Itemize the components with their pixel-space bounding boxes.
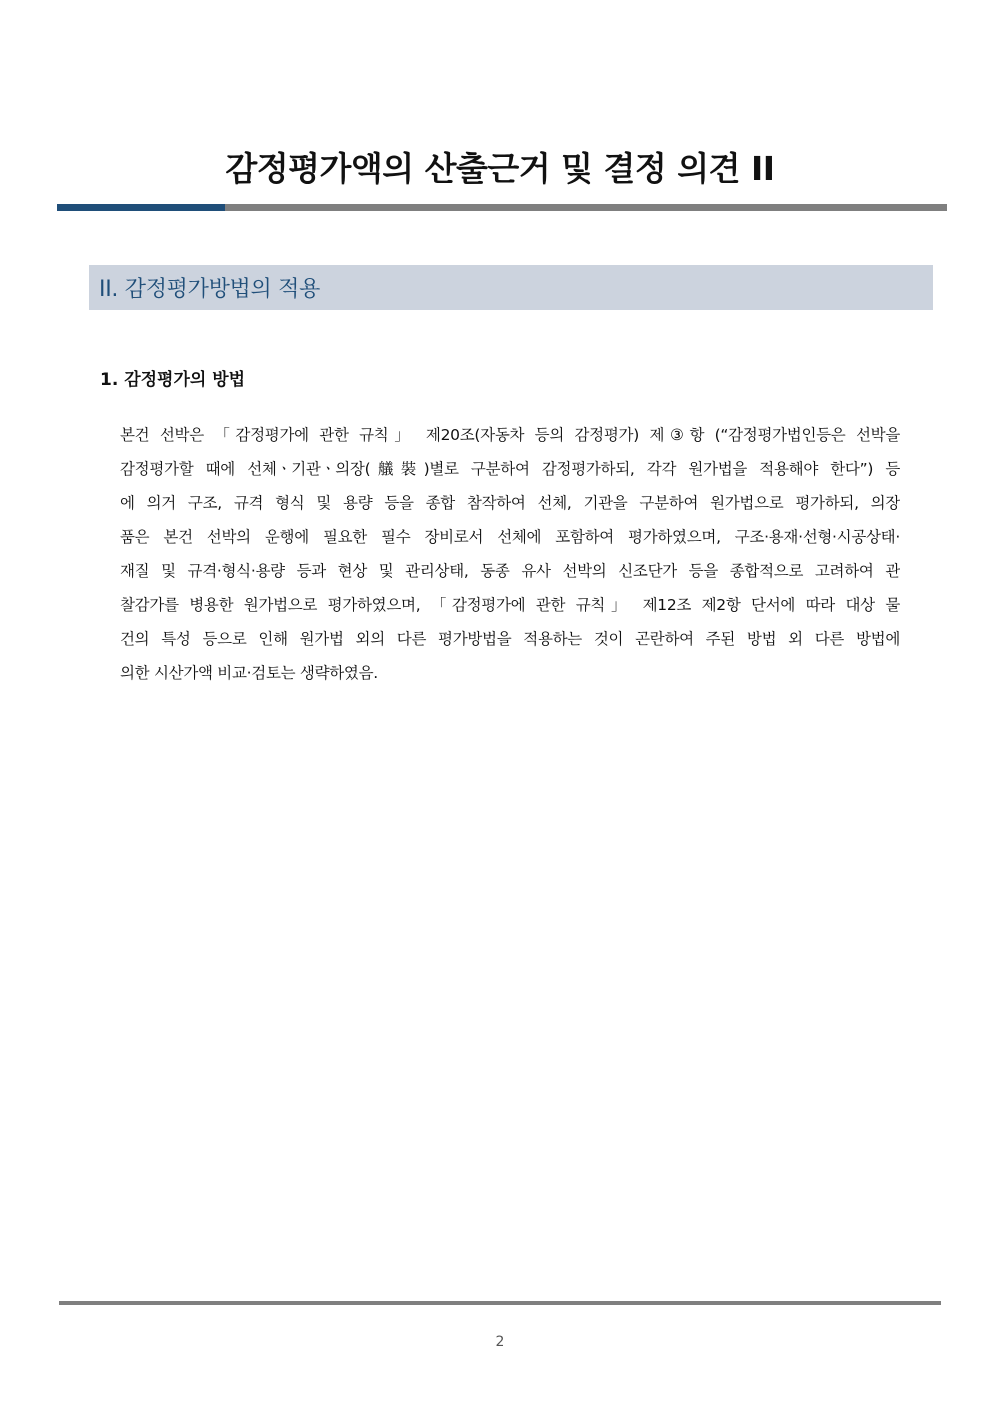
body-line: 의한 시산가액 비교·검토는 생략하였음.: [120, 664, 378, 682]
page-number: 2: [495, 1334, 505, 1350]
title-rule-accent: [57, 204, 225, 211]
body-line: 감정평가할 때에 선체ㆍ기관ㆍ의장(艤裝)별로 구분하여 감정평가하되, 각각 원가법을 적용해야 한다”) 등: [120, 460, 900, 478]
body-line: 에 의거 구조, 규격 형식 및 용량 등을 종합 참작하여 선체, 기관을 구분하여 원가법으로 평가하되, 의장: [120, 494, 900, 512]
section-heading: II. 감정평가방법의 적용: [99, 277, 321, 302]
subsection-heading: 1. 감정평가의 방법: [100, 370, 246, 390]
section-banner: [89, 265, 933, 310]
body-line: 찰감가를 병용한 원가법으로 평가하였으며, 「감정평가에 관한 규칙」 제12조 제2항 단서에 따라 대상 물: [120, 596, 900, 614]
body-line: 건의 특성 등으로 인해 원가법 외의 다른 평가방법을 적용하는 것이 곤란하여 주된 방법 외 다른 방법에: [120, 630, 900, 648]
body-paragraph: [120, 418, 900, 690]
body-line: 품은 본건 선박의 운행에 필요한 필수 장비로서 선체에 포함하여 평가하였으며, 구조·용재·선형·시공상태·: [120, 528, 900, 546]
body-line: 재질 및 규격·형식·용량 등과 현상 및 관리상태, 동종 유사 선박의 신조단가 등을 종합적으로 고려하여 관: [120, 562, 900, 580]
body-line: 본건 선박은 「감정평가에 관한 규칙」 제20조(자동차 등의 감정평가) 제③항 (“감정평가법인등은 선박을: [120, 426, 900, 444]
footer-rule: [59, 1301, 941, 1305]
page-title: 감정평가액의 산출근거 및 결정 의견 II: [225, 149, 775, 188]
title-rule: [225, 204, 947, 211]
